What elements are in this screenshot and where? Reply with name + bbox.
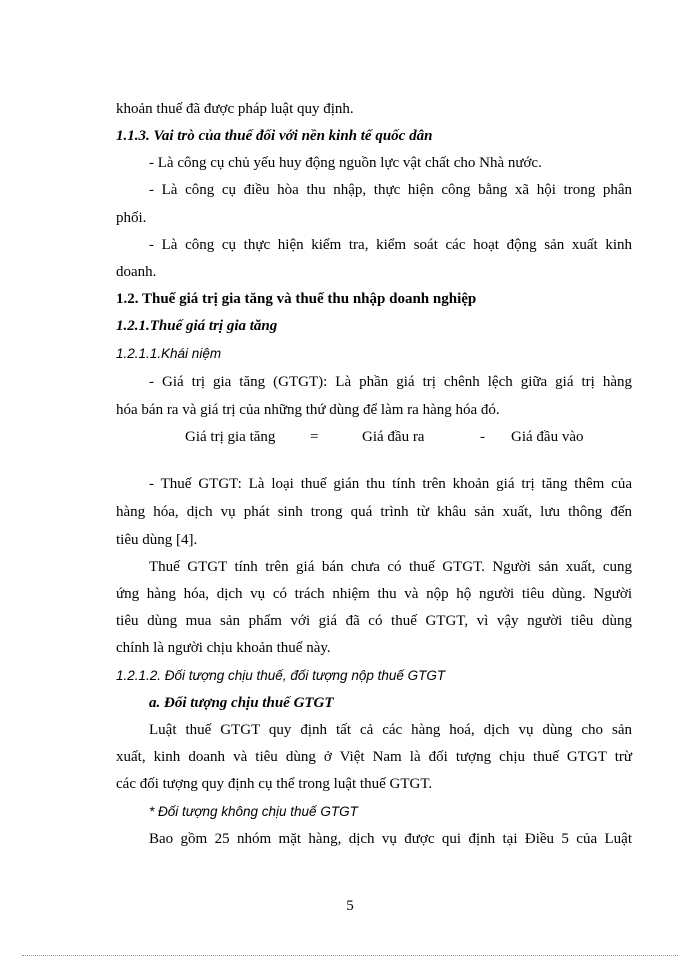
- paragraph-line: Thuế GTGT tính trên giá bán chưa có thuế GTGT. Người sản xuất, cung: [149, 559, 632, 575]
- paragraph-line: doanh.: [116, 264, 157, 280]
- formula-left: Giá trị gia tăng: [185, 429, 276, 445]
- subsection-heading: * Đối tượng không chịu thuế GTGT: [149, 804, 358, 819]
- paragraph-line: hàng hóa, dịch vụ phát sinh trong quá trình từ khâu sản xuất, lưu thông đến: [116, 504, 632, 520]
- section-heading: 1.1.3. Vai trò của thuế đối với nền kinh tế quốc dân: [116, 128, 433, 144]
- section-heading: 1.2. Thuế giá trị gia tăng và thuế thu nhập doanh nghiệp: [116, 291, 477, 307]
- paragraph-line: - Giá trị gia tăng (GTGT): Là phần giá trị chênh lệch giữa giá trị hàng: [149, 374, 632, 390]
- page-number: 5: [346, 898, 354, 914]
- paragraph-line: các đối tượng quy định cụ thể trong luật thuế GTGT.: [116, 776, 433, 792]
- paragraph-line: khoản thuế đã được pháp luật quy định.: [116, 101, 354, 117]
- paragraph-line: - Thuế GTGT: Là loại thuế gián thu tính trên khoản giá trị tăng thêm của: [149, 476, 632, 492]
- paragraph-line: chính là người chịu khoản thuế này.: [116, 640, 331, 656]
- subsection-heading: 1.2.1.Thuế giá trị gia tăng: [116, 318, 278, 334]
- formula-minus: -: [480, 429, 485, 445]
- paragraph-line: phối.: [116, 210, 147, 226]
- paragraph-line: - Là công cụ chủ yếu huy động nguồn lực vật chất cho Nhà nước.: [149, 155, 542, 171]
- paragraph-line: tiêu dùng [4].: [116, 532, 198, 548]
- paragraph-line: xuất, kinh doanh và tiêu dùng ở Việt Nam là đối tượng chịu thuế GTGT trừ: [116, 749, 632, 765]
- formula-term-output: Giá đầu ra: [362, 429, 425, 445]
- formula-term-input: Giá đầu vào: [511, 429, 584, 445]
- paragraph-line: Bao gồm 25 nhóm mặt hàng, dịch vụ được qui định tại Điều 5 của Luật: [149, 831, 632, 847]
- paragraph-line: ứng hàng hóa, dịch vụ có trách nhiệm thu và nộp hộ người tiêu dùng. Người: [116, 586, 632, 602]
- paragraph-line: - Là công cụ điều hòa thu nhập, thực hiện công bằng xã hội trong phân: [149, 182, 632, 198]
- subsection-heading: 1.2.1.1.Khái niệm: [116, 346, 222, 361]
- paragraph-line: Luật thuế GTGT quy định tất cả các hàng hoá, dịch vụ dùng cho sản: [149, 722, 632, 738]
- paragraph-line: hóa bán ra và giá trị của những thứ dùng để làm ra hàng hóa đó.: [116, 402, 500, 418]
- paragraph-line: - Là công cụ thực hiện kiểm tra, kiểm soát các hoạt động sản xuất kinh: [149, 237, 632, 253]
- formula-equals: =: [310, 429, 319, 445]
- paragraph-line: tiêu dùng mua sản phẩm với giá đã có thuế GTGT, vì vậy người tiêu dùng: [116, 613, 632, 629]
- page-break-divider: [22, 955, 678, 956]
- subsection-heading: 1.2.1.2. Đối tượng chịu thuế, đối tượng nộp thuế GTGT: [116, 668, 446, 683]
- subsection-heading: a. Đối tượng chịu thuế GTGT: [149, 695, 334, 711]
